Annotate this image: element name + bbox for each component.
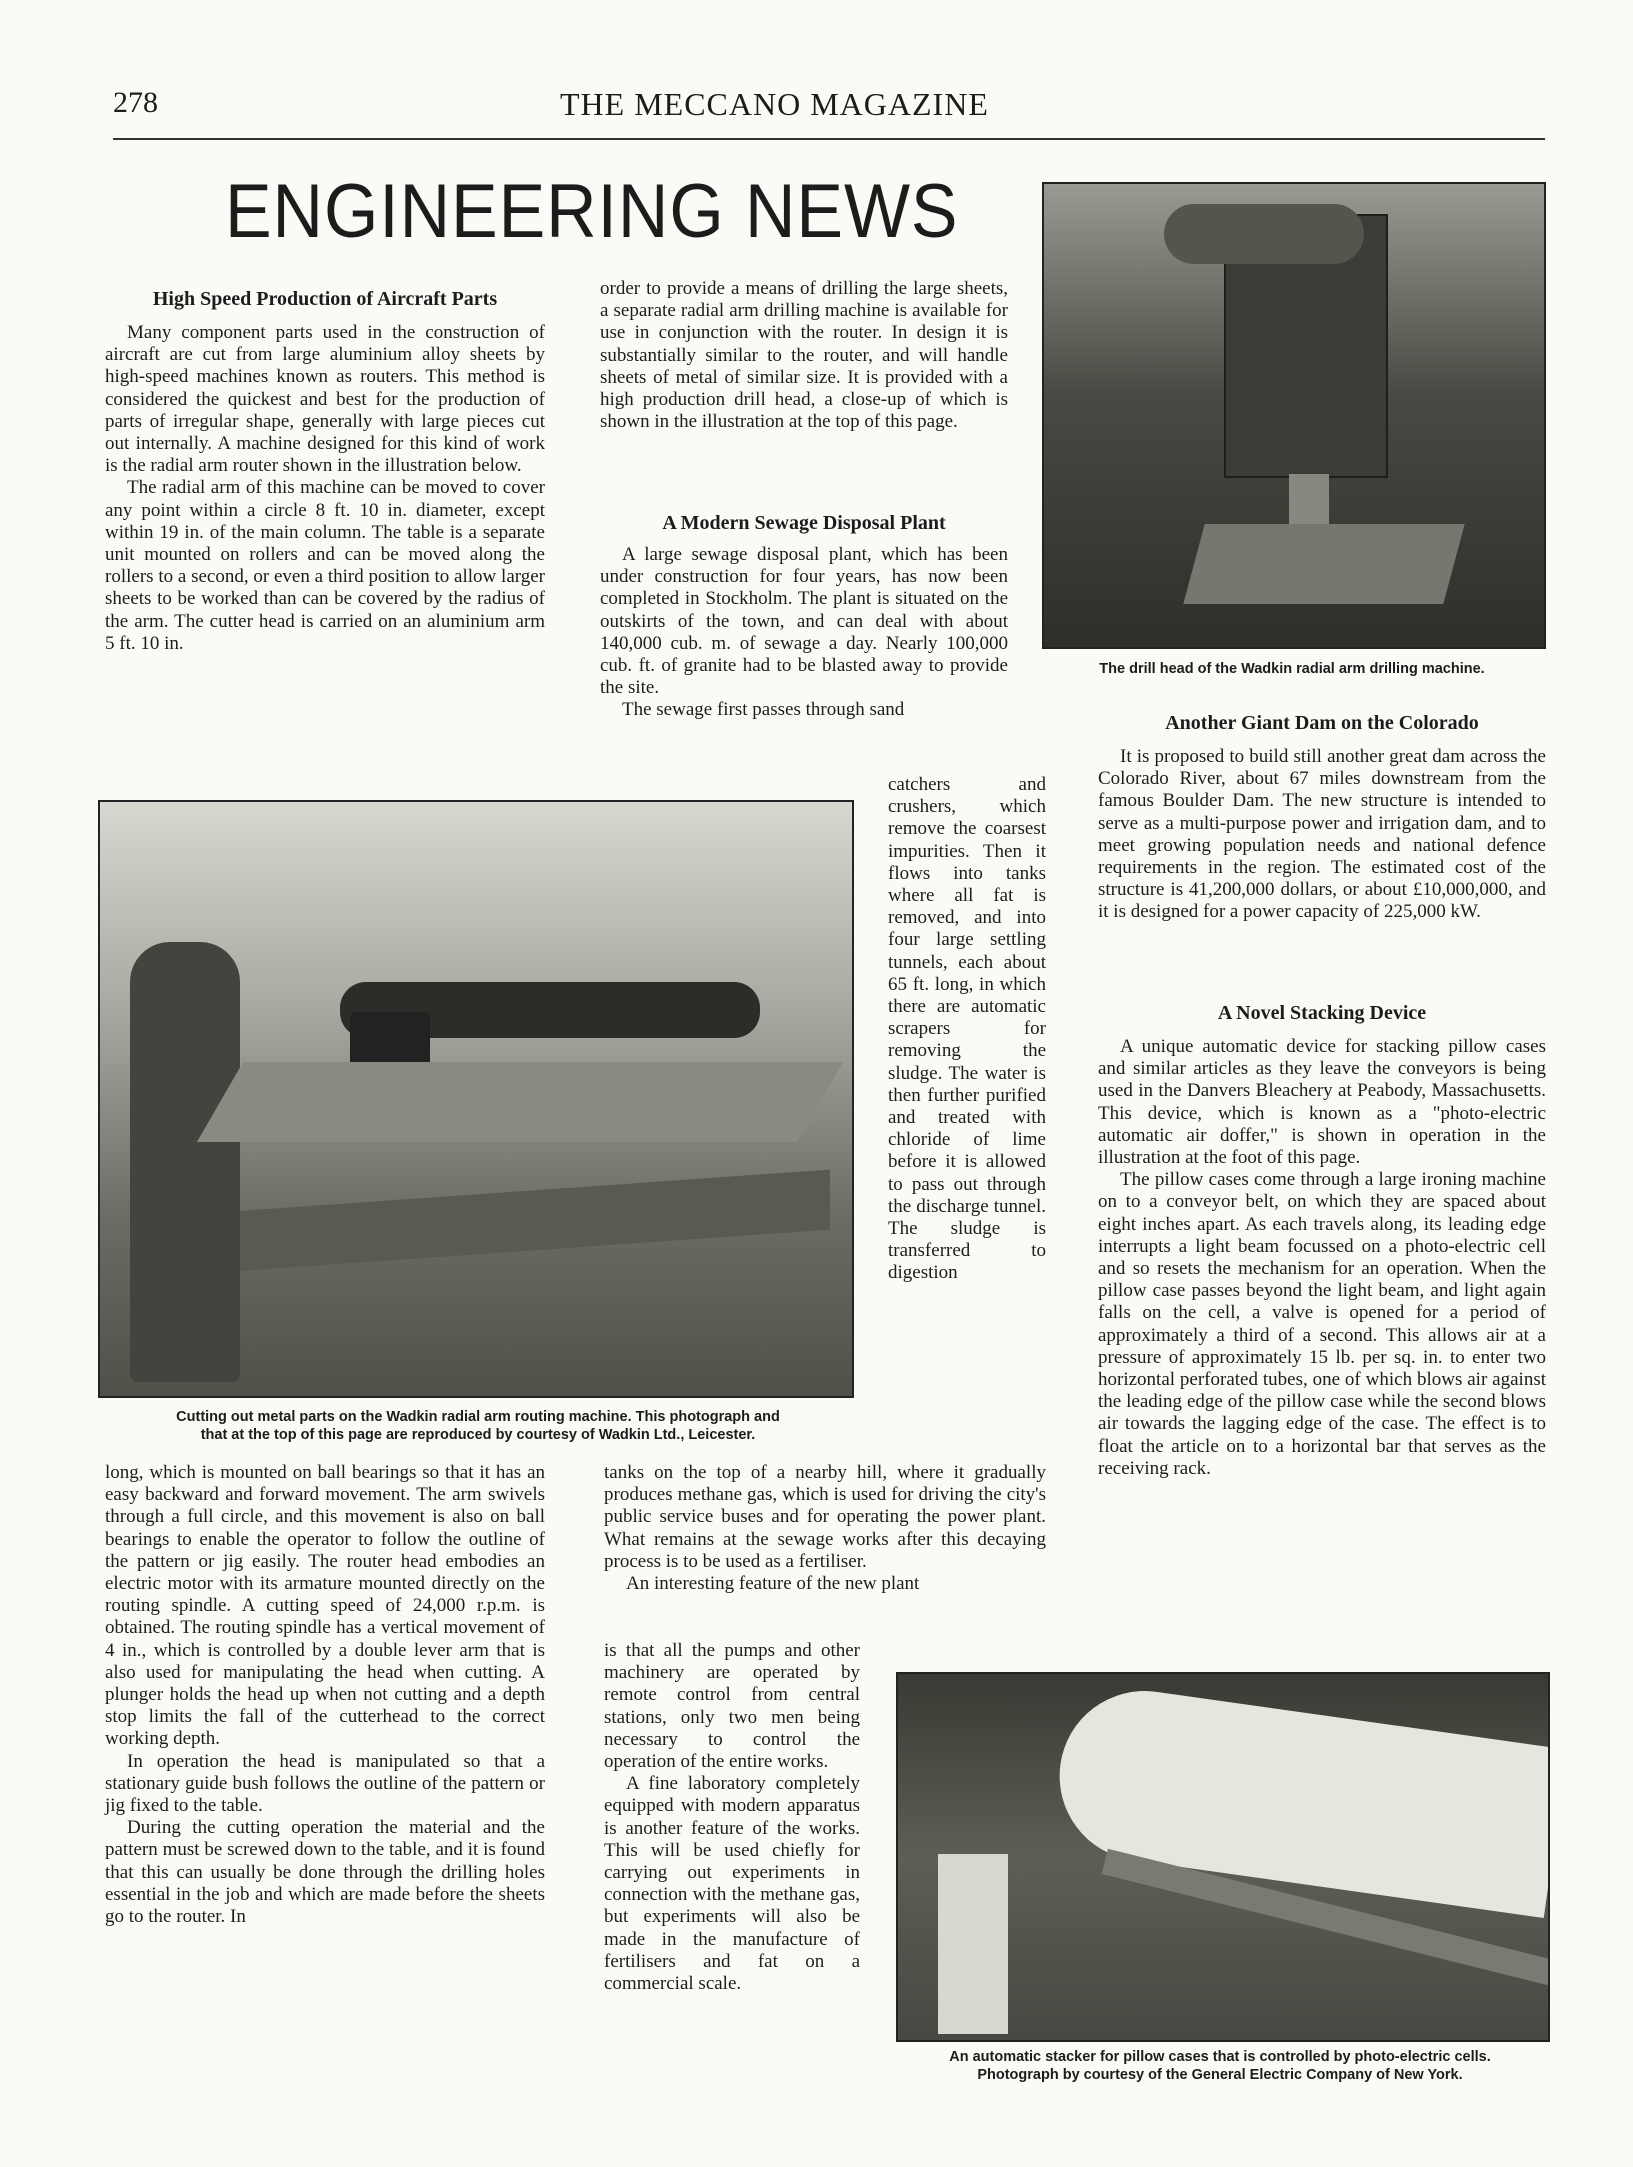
aircraft-article-bottom (105, 1462, 545, 1928)
page-title: ENGINEERING NEWS (225, 169, 959, 254)
sewage-paragraph-1: A large sewage disposal plant, which has been under construction for four years, has now been completed in Stockholm. The plant is situated on the outskirts of the town, and can deal with about 140,000 cub. m. of sewage a day. Nearly 100,000 cub. ft. of granite had to be blasted away to provide the site. (600, 544, 1008, 699)
sewage-paragraph-2-narrow: catchers and crushers, which remove the coarsest impurities. Then it flows into tanks where all fat is removed, and into four large settling tunnels, each about 65 ft. long, in which there are automatic scrapers for removing the sludge. The water is then further purified and treated with chloride of lime before it is allowed to pass out through the discharge tunnel. The sludge is transferred to digestion (888, 774, 1046, 1284)
routing-machine-caption (98, 1408, 858, 1444)
stacking-article (1098, 1036, 1546, 1480)
aircraft-paragraph-3: In operation the head is manipulated so that a stationary guide bush follows the outline of the pattern or jig fixed to the table. (105, 1750, 545, 1817)
sewage-heading: A Modern Sewage Disposal Plant (662, 512, 946, 534)
aircraft-heading: High Speed Production of Aircraft Parts (152, 288, 498, 310)
aircraft-paragraph-2-continued: long, which is mounted on ball bearings so that it has an easy backward and forward movement. The arm swivels through a full circle, and this movement is also on ball bearings to enable the operator to follow the outline of the pattern or jig easily. The router head embodies an electric motor with its armature mounted directly on the routing spindle. A cutting speed of 24,000 r.p.m. is obtained. The routing spindle has a vertical movement of 4 in., which is controlled by a double lever arm that is also used for manipulating the head when cutting. A plunger holds the head up when not cutting and a depth stop limits the fall of the cutterhead to the correct working depth. (105, 1462, 545, 1750)
magazine-title: THE MECCANO MAGAZINE (560, 86, 989, 122)
dam-paragraph-1: It is proposed to build still another great dam across the Colorado River, about 67 miles downstream from the famous Boulder Dam. The new structure is intended to serve as a multi-purpose power and irrigation dam, and to meet growing population needs and national defence requirements in the region. The estimated cost of the structure is 41,200,000 dollars, or about £10,000,000, and it is designed for a power capacity of 225,000 kW. (1098, 746, 1546, 923)
drill-head-caption: The drill head of the Wadkin radial arm drilling machine. (1099, 661, 1485, 677)
aircraft-paragraph-2: The radial arm of this machine can be moved to cover any point within a circle 8 ft. 10 in. diameter, except within 19 in. of the main column. The table is a separate unit mounted on rollers and can be moved along the rollers to a second, or even a third position to allow larger sheets to be worked than can be covered by the radius of the arm. The cutter head is carried on an aluminium arm 5 ft. 10 in. (105, 477, 545, 654)
header-rule (113, 138, 1545, 140)
stacker-caption-line-1: An automatic stacker for pillow cases that is controlled by photo-electric cells. (949, 2049, 1491, 2065)
aircraft-paragraph-4: During the cutting operation the material and the pattern must be screwed down to the table, and it is found that this can usually be done through the drilling holes essential in the job and which are made before the sheets go to the router. In (105, 1817, 545, 1928)
stacking-heading: A Novel Stacking Device (1217, 1002, 1427, 1024)
aircraft-article-top (105, 322, 545, 655)
page-number: 278 (113, 86, 158, 119)
stacking-paragraph-1: A unique automatic device for stacking pillow cases and similar articles as they leave the conveyors is being used in the Danvers Bleachery at Peabody, Massachusetts. This device, which is known as a "photo-electric automatic air doffer," is shown in operation in the illustration at the foot of this page. (1098, 1036, 1546, 1169)
sewage-article-bottom (604, 1462, 1046, 1595)
routing-machine-photo (98, 800, 854, 1398)
sewage-paragraph-2-end: tanks on the top of a nearby hill, where it gradually produces methane gas, which is used for driving the city's public service buses and for operating the power plant. What remains at the sewage works after this decaying process is to be used as a fertiliser. (604, 1462, 1046, 1572)
dam-heading: Another Giant Dam on the Colorado (1165, 712, 1479, 734)
sewage-paragraph-4: A fine laboratory completely equipped with modern apparatus is another feature of the works. This will be used chiefly for carrying out experiments in connection with the methane gas, but experiments will also be made in the manufacture of fertilisers and fat on a commercial scale. (604, 1773, 860, 1995)
pillow-stacker-caption (880, 2048, 1560, 2084)
sewage-article-top (600, 544, 1008, 722)
sewage-paragraph-2-start: The sewage first passes through sand (622, 699, 905, 721)
dam-article (1098, 746, 1546, 924)
sewage-article-narrow-bottom (604, 1640, 860, 1995)
stacker-caption-line-2: Photograph by courtesy of the General Electric Company of New York. (977, 2067, 1463, 2083)
aircraft-paragraph-1: Many component parts used in the construction of aircraft are cut from large aluminium alloy sheets by high-speed machines known as routers. This method is considered the quickest and best for the production of parts of irregular shape, generally with large pieces cut out internally. A machine designed for this kind of work is the radial arm router shown in the illustration below. (105, 322, 545, 477)
pillow-stacker-photo (896, 1672, 1550, 2042)
stacking-paragraph-2: The pillow cases come through a large ironing machine on to a conveyor belt, on which they are spaced about eight inches apart. As each travels along, its leading edge interrupts a light beam focussed on a photo-electric cell and so resets the mechanism for an operation. When the pillow case passes beyond the light beam, and light again falls on the cell, a valve is opened for a period of approximately a third of a second. This allows air at a pressure of approximately 15 lb. per sq. in. to enter two horizontal perforated tubes, one of which blows air against the leading edge of the pillow case while the second blows air towards the lagging edge of the case. The effect is to float the article on to a horizontal bar that serves as the receiving rack. (1098, 1169, 1546, 1479)
sewage-paragraph-3-narrow: is that all the pumps and other machinery are operated by remote control from central stations, only two men being necessary to control the operation of the entire works. (604, 1640, 860, 1773)
drill-head-photo (1042, 182, 1546, 649)
sewage-article-narrow (888, 774, 1046, 1285)
aircraft-article-continued (600, 278, 1008, 433)
routing-caption-line-2: that at the top of this page are reproduced by courtesy of Wadkin Ltd., Leicester. (200, 1427, 756, 1443)
sewage-paragraph-3-start: An interesting feature of the new plant (626, 1573, 920, 1595)
aircraft-paragraph-4-continued: order to provide a means of drilling the large sheets, a separate radial arm drilling machine is available for use in conjunction with the router. In design it is substantially similar to the router, and will handle sheets of metal of similar size. It is provided with a high production drill head, a close-up of which is shown in the illustration at the top of this page. (600, 278, 1008, 433)
routing-caption-line-1: Cutting out metal parts on the Wadkin radial arm routing machine. This photograph and (176, 1409, 780, 1425)
